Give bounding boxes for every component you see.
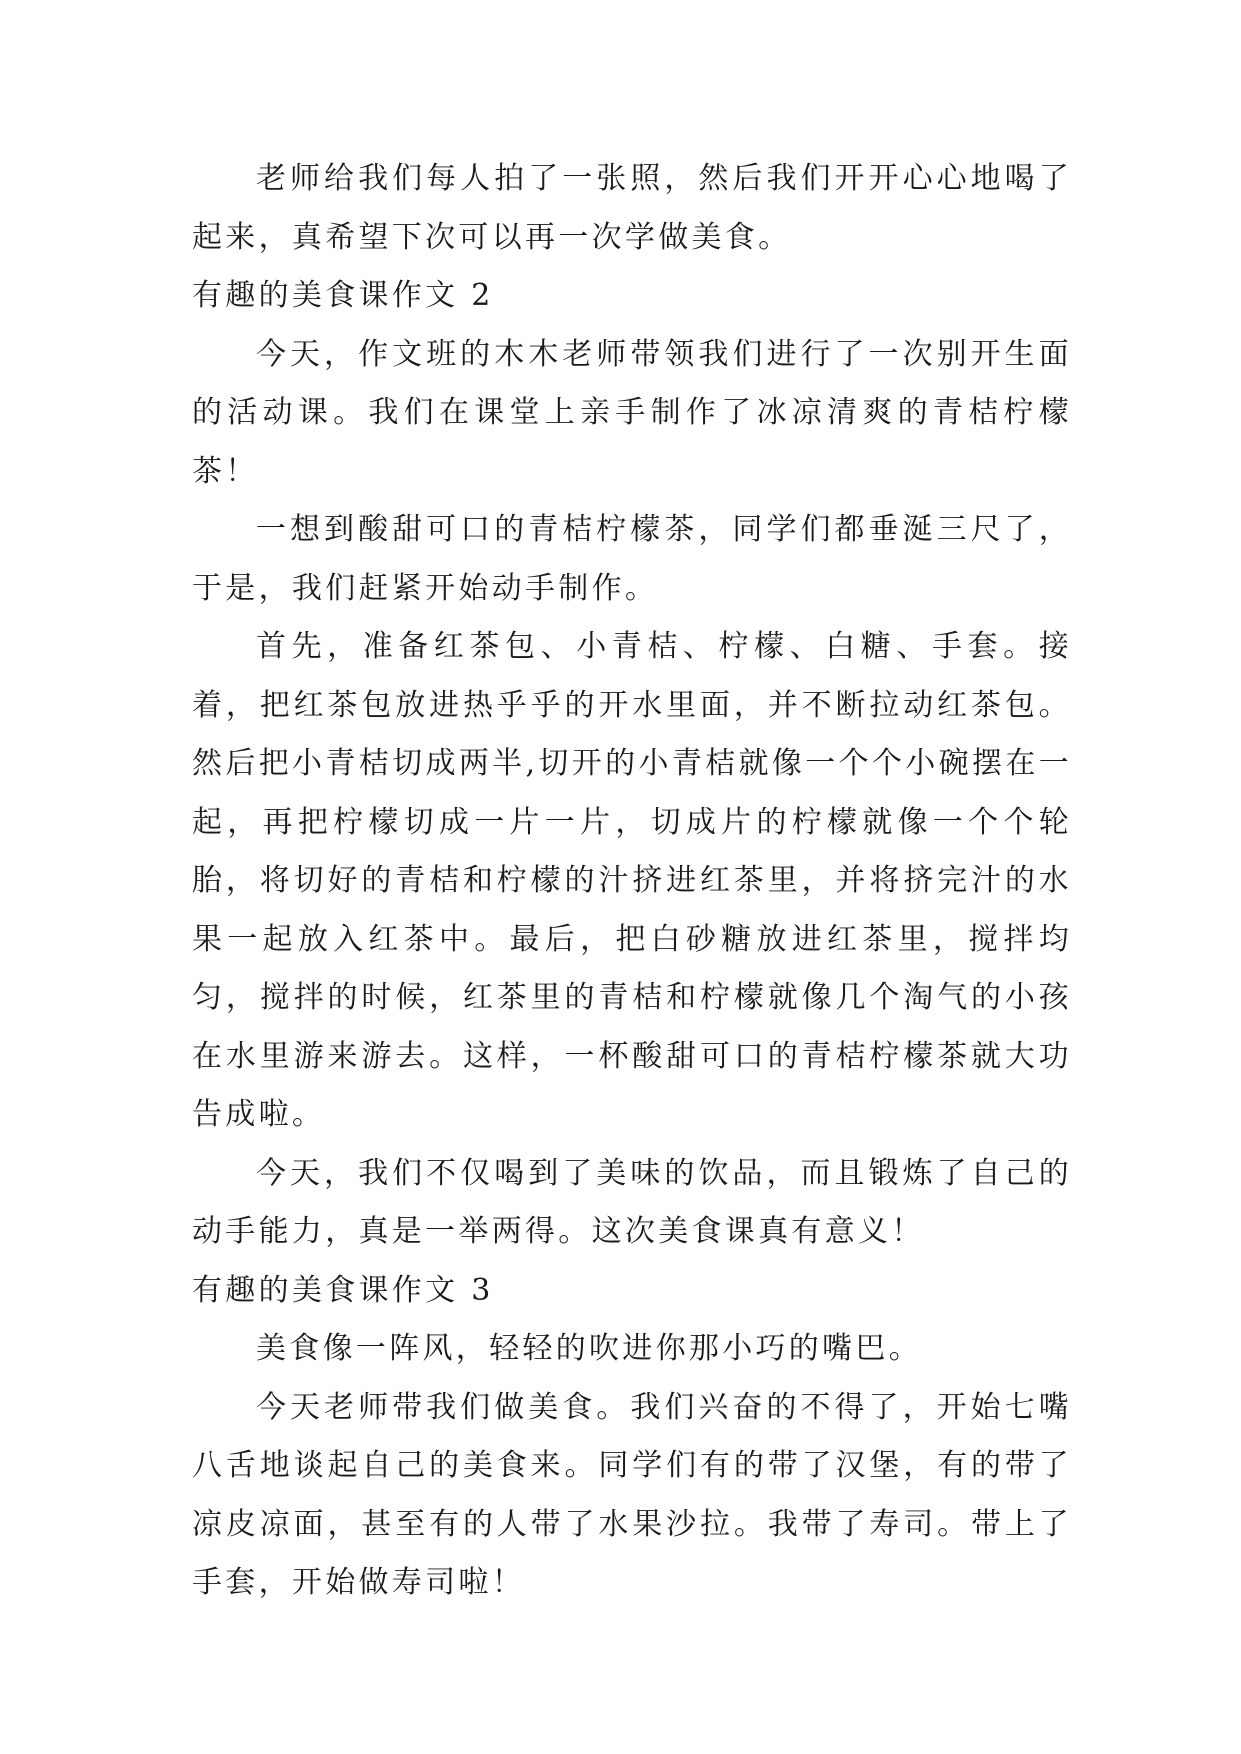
paragraph: 今天，作文班的木木老师带领我们进行了一次别开生面的活动课。我们在课堂上亲手制作了冰凉清爽的青桔柠檬茶！ [192,336,1072,489]
paragraph: 美食像一阵风，轻轻的吹进你那小巧的嘴巴。 [256,1331,922,1366]
paragraph: 首先，准备红茶包、小青桔、柠檬、白糖、手套。接着，把红茶包放进热乎乎的开水里面，并不断拉动红茶包。然后把小青桔切成两半,切开的小青桔就像一个个小碗摆在一起，再把柠檬切成一片一片，切成片的柠檬就像一个个轮胎，将切好的青桔和柠檬的汁挤进红茶里，并将挤完汁的水果一起放入红茶中。最后，把白砂糖放进红茶里，搅拌均匀，搅拌的时候，红茶里的青桔和柠檬就像几个淘气的小孩在水里游来游去。这样，一杯酸甜可口的青桔柠檬茶就大功告成啦。 [192,629,1072,1132]
paragraph: 一想到酸甜可口的青桔柠檬茶，同学们都垂涎三尺了，于是，我们赶紧开始动手制作。 [192,512,1072,606]
essay-heading-2: 有趣的美食课作文 2 [192,278,494,313]
paragraph: 老师给我们每人拍了一张照，然后我们开开心心地喝了起来，真希望下次可以再一次学做美食。 [192,161,1072,255]
essay-heading-3: 有趣的美食课作文 3 [192,1272,494,1308]
paragraph: 今天老师带我们做美食。我们兴奋的不得了，开始七嘴八舌地谈起自己的美食来。同学们有的带了汉堡，有的带了凉皮凉面，甚至有的人带了水果沙拉。我带了寿司。带上了手套，开始做寿司啦！ [192,1389,1072,1600]
paragraph: 今天，我们不仅喝到了美味的饮品，而且锻炼了自己的动手能力，真是一举两得。这次美食课真有意义！ [192,1155,1072,1249]
document-body [192,150,1072,1613]
